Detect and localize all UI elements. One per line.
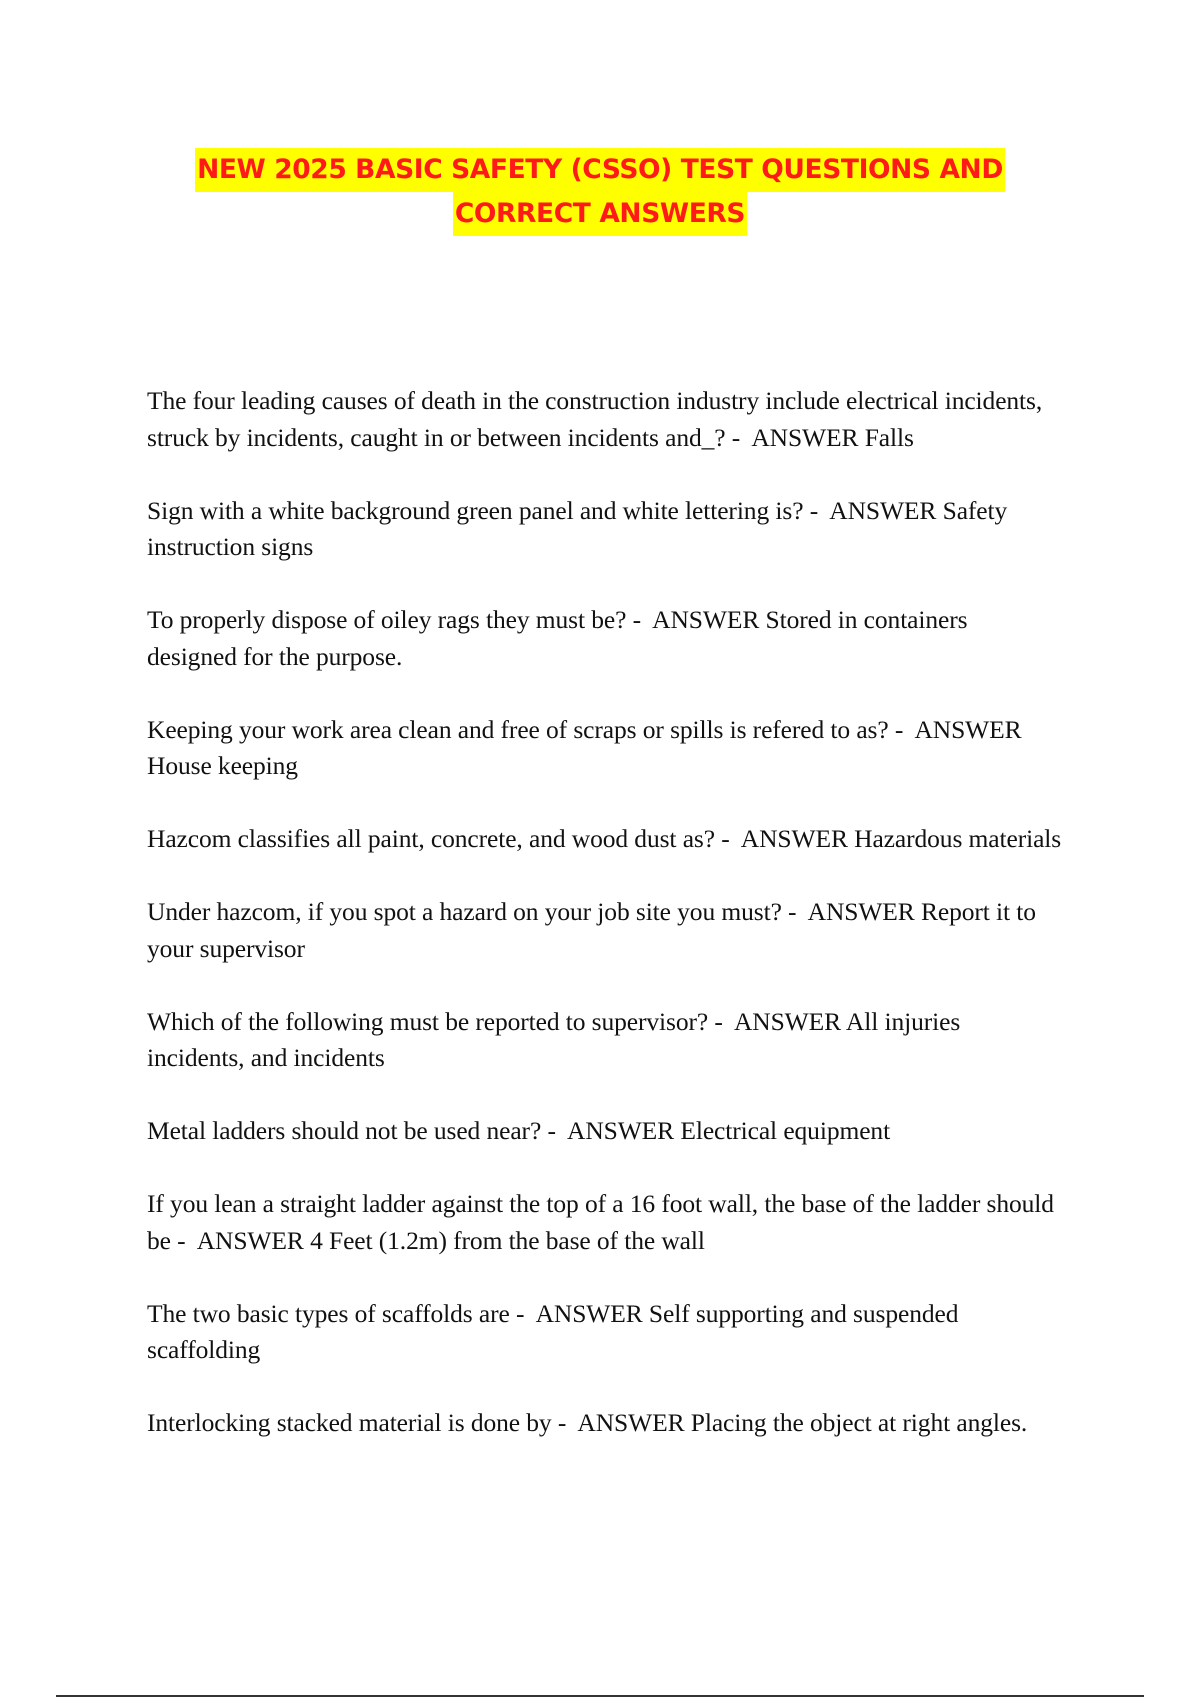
qa-question: Sign with a white background green panel and white lettering is? - — [147, 495, 819, 525]
qa-item — [147, 1405, 1062, 1442]
qa-item — [147, 1113, 1062, 1150]
qa-question: The two basic types of scaffolds are - — [147, 1298, 525, 1328]
qa-answer-marker: ANSWER — [196, 1225, 304, 1255]
qa-answer: All injuries incidents, and incidents — [147, 1006, 961, 1072]
qa-item — [147, 894, 1062, 967]
qa-answer: Falls — [864, 422, 914, 452]
qa-answer-marker: ANSWER — [577, 1408, 685, 1437]
qa-answer: Placing the object at right angles. — [690, 1408, 1028, 1437]
qa-item — [147, 821, 1062, 858]
qa-answer: Stored in containers designed for the purpose. — [147, 605, 968, 671]
qa-question: Interlocking stacked material is done by - — [147, 1408, 567, 1437]
page-bottom-divider — [56, 1695, 1144, 1697]
qa-question: Which of the following must be reported to supervisor? - — [147, 1006, 723, 1036]
qa-question: The four leading causes of death in the construction industry include electrical incidents, struck by incidents, caught in or between incidents and_? - — [147, 386, 1043, 452]
qa-answer-marker: ANSWER — [829, 495, 937, 525]
qa-answer-marker: ANSWER — [535, 1298, 643, 1328]
qa-item — [147, 1004, 1062, 1077]
qa-answer: House keeping — [147, 751, 298, 780]
qa-item — [147, 1296, 1062, 1369]
qa-answer: Self supporting and suspended scaffolding — [147, 1298, 959, 1364]
qa-answer-marker: ANSWER — [807, 897, 915, 926]
qa-answer: Hazardous materials — [854, 824, 1062, 853]
qa-item — [147, 493, 1062, 566]
document-title-line-1: NEW 2025 BASIC SAFETY (CSSO) TEST QUESTIONS AND — [195, 148, 1005, 192]
qa-item — [147, 602, 1062, 675]
qa-answer-marker: ANSWER — [751, 422, 859, 452]
qa-question: Metal ladders should not be used near? - — [147, 1116, 556, 1145]
qa-question: To properly dispose of oiley rags they must be? - — [147, 605, 641, 634]
qa-item — [147, 383, 1062, 456]
qa-answer-marker: ANSWER — [914, 714, 1022, 744]
question-answer-list — [147, 383, 1062, 1478]
qa-question: Keeping your work area clean and free of scraps or spills is refered to as? - — [147, 714, 904, 744]
qa-answer-marker: ANSWER — [652, 605, 760, 634]
qa-answer-marker: ANSWER — [733, 1006, 842, 1036]
qa-item — [147, 712, 1062, 785]
qa-answer: Report it to your supervisor — [147, 897, 1036, 963]
qa-question: Under hazcom, if you spot a hazard on your job site you must? - — [147, 897, 797, 926]
qa-answer-marker: ANSWER — [740, 824, 848, 853]
qa-question: If you lean a straight ladder against the top of a 16 foot wall, the base of the ladder should be - — [147, 1189, 1054, 1255]
qa-answer: Electrical equipment — [680, 1116, 891, 1145]
qa-question: Hazcom classifies all paint, concrete, and wood dust as? - — [147, 824, 730, 853]
qa-answer: Safety instruction signs — [147, 495, 1008, 561]
qa-item — [147, 1186, 1062, 1259]
qa-answer: 4 Feet (1.2m) from the base of the wall — [310, 1225, 705, 1255]
document-title — [0, 148, 1200, 236]
document-title-line-2: CORRECT ANSWERS — [453, 192, 747, 236]
qa-answer-marker: ANSWER — [567, 1116, 675, 1145]
